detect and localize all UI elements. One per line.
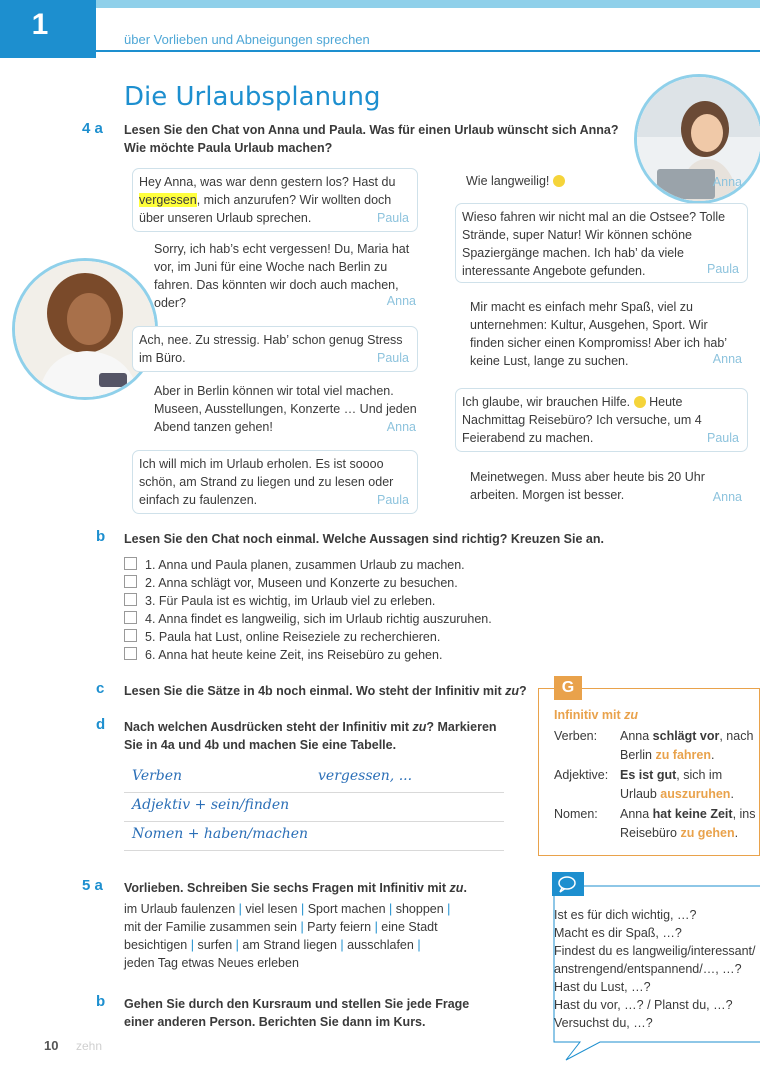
grammar-text: Anna [620,729,653,743]
instruction-zu: zu [449,881,464,895]
chat-author: Anna [386,294,416,308]
instruction-text: Vorlieben. Schreiben Sie sechs Fragen mit Infinitiv mit [124,881,450,895]
word-list-line [124,918,524,936]
highlighted-word: vergessen [139,193,197,207]
chat-text: Ich will mich im Urlaub erholen. Es ist soooo schön, am Strand zu liegen und zu lesen oder einfach zu faulenzen. [139,457,394,507]
grammar-infinitive: zu gehen [680,826,735,840]
checkbox[interactable] [124,647,137,660]
exercise-4d-instruction [124,718,524,754]
exercise-number-4a: 4 a [82,120,103,137]
chat-author: Anna [712,352,742,366]
chat-author: Paula [377,493,409,507]
exercise-5b-instruction [124,995,524,1031]
grammar-text: Anna [620,807,653,821]
separator: | [296,920,308,934]
word-list-line [124,936,524,954]
grammar-title-text: Infinitiv mit [554,708,625,722]
instruction-line: Sie in 4a und 4b und machen Sie eine Tabelle. [124,738,397,752]
page-title: Die Urlaubsplanung [124,82,381,112]
word-item: surfen [197,938,233,952]
chat-text: Heute Nachmittag Reisebüro? Ich versuche, um 4 Feierabend zu machen. [462,395,702,445]
exercise-letter-5b: b [96,993,106,1010]
instruction-line: Lesen Sie den Chat von Anna und Paula. Was für einen Urlaub wünscht sich Anna? [124,123,619,137]
checklist-item[interactable] [124,574,492,592]
chat-bubble [460,172,750,194]
chat-text: Sorry, ich hab’s echt vergessen! Du, Maria hat vor, im Juni für eine Woche nach Berlin zu fahren. Das könnten wir doch auch machen, oder? [154,242,410,310]
grammar-text: . [730,787,734,801]
grammar-text: . [711,748,715,762]
chat-author: Paula [707,262,739,276]
checklist-item[interactable] [124,610,492,628]
table-rule [124,821,504,822]
grammar-text: , sich im Urlaub [620,768,723,801]
chat-text: Wieso fahren wir nicht mal an die Ostsee? Tolle Strände, super Natur! Wir können schöne Spaziergänge machen. Ich hab’ da viele interessante Angebote gefunden. [462,210,726,278]
checklist-item[interactable] [124,628,492,646]
word-item: im Urlaub faulenzen [124,902,236,916]
chat-bubble [132,326,418,372]
separator: | [371,920,382,934]
grammar-bold: hat keine Zeit [652,807,733,821]
speech-line: Macht es dir Spaß, …? [554,926,682,940]
checkbox[interactable] [124,557,137,570]
word-item: ausschlafen [347,938,414,952]
chat-text: Meinetwegen. Muss aber heute bis 20 Uhr arbeiten. Morgen ist besser. [470,470,705,502]
speech-bubble-icon [552,872,584,896]
exercise-letter-4b: b [96,528,106,545]
separator: | [385,902,396,916]
checklist-label: 1. Anna und Paula planen, zusammen Urlaub zu machen. [145,558,465,572]
chat-author: Paula [377,351,409,365]
chat-bubble [455,203,748,283]
exercise-4c-instruction [124,682,527,700]
exercise-4a-instruction [124,121,624,157]
separator: | [297,902,308,916]
instruction-line: einer anderen Person. Berichten Sie dann im Kurs. [124,1015,426,1029]
grammar-infinitive: auszuruhen [660,787,731,801]
separator: | [232,938,243,952]
table-row-label: Verben [132,768,183,784]
header-rule [96,50,760,52]
table-example: vergessen, ... [318,768,413,784]
exercise-4b-instruction: Lesen Sie den Chat noch einmal. Welche Aussagen sind richtig? Kreuzen Sie an. [124,532,604,546]
chat-bubble [148,240,424,314]
speech-line: Versuchst du, …? [554,1016,653,1030]
grammar-label: Adjektive: [554,768,609,782]
separator: | [413,938,421,952]
grammar-text: . [734,826,739,840]
chat-author: Paula [707,431,739,445]
grammar-example [620,766,760,804]
instruction-line [124,718,524,736]
table-rule [124,850,504,851]
chat-text: Wie langweilig! [466,174,550,188]
checklist-item[interactable] [124,646,492,664]
chat-bubble [464,468,750,508]
checklist [124,556,492,664]
word-item: eine Stadt [381,920,438,934]
word-item: besichtigen [124,938,188,952]
checkbox[interactable] [124,629,137,642]
grammar-bold: schlägt vor [652,729,720,743]
chat-author: Paula [377,211,409,225]
exercise-number-5a: 5 a [82,877,103,894]
word-item: Sport machen [307,902,386,916]
header-band [0,0,760,8]
speech-line: Ist es für dich wichtig, …? [554,908,697,922]
chat-bubble [455,388,748,452]
instruction-text: ? Markieren [426,720,497,734]
word-list-line [124,954,524,972]
chat-author: Anna [712,175,742,189]
checkbox[interactable] [124,611,137,624]
checklist-item[interactable] [124,592,492,610]
exercise-5a-instruction [124,879,467,897]
page-number-word: zehn [76,1039,103,1053]
grammar-text: , nach Berlin [620,729,754,762]
chat-text: Hey Anna, was war denn gestern los? Hast du [139,175,396,189]
speech-tab [552,872,584,896]
word-item: viel lesen [245,902,298,916]
word-list-line [124,900,524,918]
checkbox[interactable] [124,575,137,588]
smiley-icon [634,396,646,408]
checklist-label: 6. Anna hat heute keine Zeit, ins Reisebüro zu gehen. [145,648,443,662]
instruction-text: Lesen Sie die Sätze in 4b noch einmal. Wo steht der Infinitiv mit [124,684,502,698]
chat-author: Anna [386,420,416,434]
chat-text: Ich glaube, wir brauchen Hilfe. [462,395,631,409]
grammar-example [620,805,760,843]
grammar-label: Verben: [554,729,598,743]
grammar-tab: G [554,676,582,700]
instruction-line: Wie möchte Paula Urlaub machen? [124,141,333,155]
grammar-title [554,708,638,722]
word-list [124,900,524,972]
instruction-line: Gehen Sie durch den Kursraum und stellen Sie jede Frage [124,997,470,1011]
chat-bubble [132,168,418,232]
page-number: 10 [44,1038,59,1053]
checklist-item[interactable] [124,556,492,574]
chat-bubble [464,298,750,370]
grammar-example [620,727,760,765]
table-row-label: Adjektiv + sein/finden [132,797,290,813]
chapter-number: 1 [31,8,49,41]
chat-text: Ach, nee. Zu stressig. Hab’ schon genug Stress im Büro. [139,333,403,365]
checkbox[interactable] [124,593,137,606]
chat-author: Anna [712,490,742,504]
word-item: jeden Tag etwas Neues erleben [124,956,299,970]
chat-bubble [148,382,424,438]
checklist-label: 2. Anna schlägt vor, Museen und Konzerte zu besuchen. [145,576,458,590]
chat-bubble [132,450,418,514]
table-rule [124,792,504,793]
speech-box [554,906,760,1032]
chapter-subtitle: über Vorlieben und Abneigungen sprechen [124,32,370,47]
grammar-bold: Es ist gut [620,768,677,782]
grammar-infinitive: zu fahren [655,748,711,762]
separator: | [443,902,451,916]
separator: | [187,938,198,952]
speech-line: anstrengend/entspannend/…, …? [554,962,742,976]
separator: | [336,938,348,952]
exercise-letter-4d: d [96,716,106,733]
speech-line: Findest du es langweilig/interessant/ [554,944,756,958]
exercise-letter-4c: c [96,680,105,697]
chat-text: Mir macht es einfach mehr Spaß, viel zu unternehmen: Kultur, Ausgehen, Sport. Wir finden sicher einen Kompromiss! Aber ich hab’ keine Lust, lange zu suchen. [470,300,727,368]
word-item: mit der Familie zusammen sein [124,920,297,934]
word-item: Party feiern [307,920,372,934]
grammar-title-zu: zu [624,708,639,722]
instruction-zu: zu [412,720,427,734]
table-row-label: Nomen + haben/machen [132,826,309,842]
smiley-icon [553,175,565,187]
instruction-text: ? [519,684,527,698]
grammar-label: Nomen: [554,807,598,821]
speech-line: Hast du vor, …? / Planst du, …? [554,998,733,1012]
speech-line: Hast du Lust, …? [554,980,651,994]
separator: | [235,902,246,916]
chat-text: Aber in Berlin können wir total viel machen. Museen, Ausstellungen, Konzerte … Und jeden Abend tanzen gehen! [154,384,417,434]
instruction-text: Nach welchen Ausdrücken steht der Infinitiv mit [124,720,413,734]
instruction-zu: zu [505,684,519,698]
grammar-text: , ins Reisebüro [620,807,756,840]
instruction-text: . [463,881,467,895]
checklist-label: 5. Paula hat Lust, online Reiseziele zu recherchieren. [145,630,441,644]
checklist-label: 3. Für Paula ist es wichtig, im Urlaub viel zu erleben. [145,594,436,608]
word-item: am Strand liegen [242,938,337,952]
chat-text: , mich anzurufen? Wir wollten doch über unseren Urlaub sprechen. [139,193,392,225]
word-item: shoppen [395,902,444,916]
checklist-label: 4. Anna findet es langweilig, sich im Urlaub richtig auszuruhen. [145,612,492,626]
